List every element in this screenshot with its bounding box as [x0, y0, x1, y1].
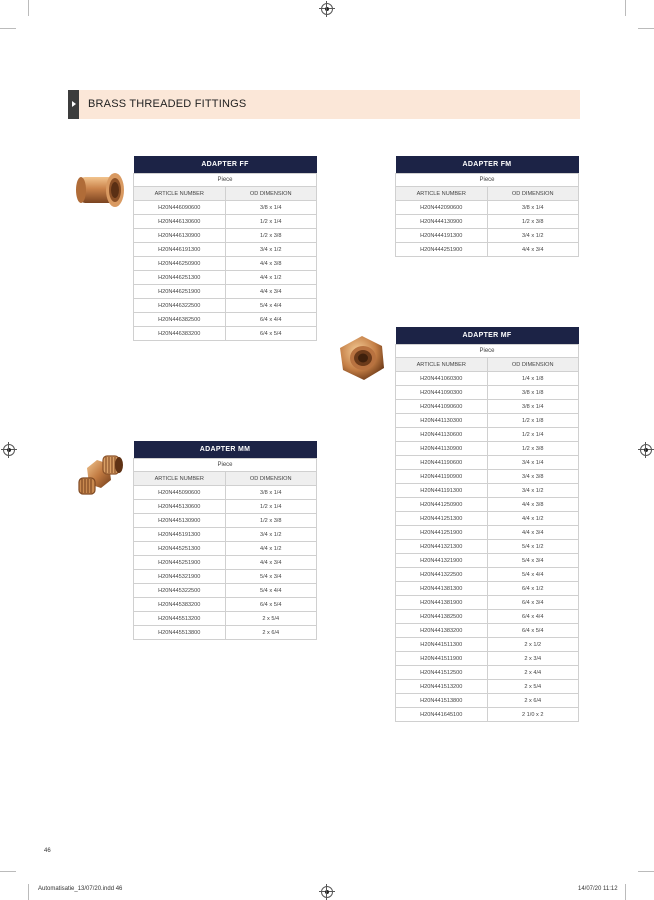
od-dimension-cell: 2 x 5/4 — [487, 680, 579, 694]
table-row — [134, 528, 317, 542]
table-title: ADAPTER MM — [134, 441, 317, 459]
od-dimension-cell: 2 x 6/4 — [487, 694, 579, 708]
table-row — [134, 285, 317, 299]
od-dimension-cell: 3/4 x 1/4 — [487, 456, 579, 470]
article-number-cell: H20N445130900 — [134, 514, 226, 528]
od-dimension-cell: 6/4 x 1/2 — [487, 582, 579, 596]
article-number-cell: H20N441250900 — [396, 498, 488, 512]
article-number-cell: H20N445130600 — [134, 500, 226, 514]
od-dimension-cell: 2 x 5/4 — [225, 612, 317, 626]
article-number-cell: H20N441513200 — [396, 680, 488, 694]
od-dimension-cell: 5/4 x 1/2 — [487, 540, 579, 554]
table-row — [396, 372, 579, 386]
article-number-cell: H20N441130600 — [396, 428, 488, 442]
od-dimension-cell: 2 x 3/4 — [487, 652, 579, 666]
od-dimension-cell: 5/4 x 4/4 — [487, 568, 579, 582]
od-dimension-cell: 2 x 1/2 — [487, 638, 579, 652]
table-row — [134, 570, 317, 584]
table-title: ADAPTER FM — [396, 156, 579, 174]
table-row — [396, 484, 579, 498]
od-dimension-cell: 3/8 x 1/4 — [487, 400, 579, 414]
table-row — [396, 229, 579, 243]
od-dimension-cell: 5/4 x 3/4 — [487, 554, 579, 568]
article-number-cell: H20N441645100 — [396, 708, 488, 722]
column-header: OD DIMENSION — [487, 187, 579, 201]
od-dimension-cell: 6/4 x 5/4 — [225, 598, 317, 612]
article-number-cell: H20N445090600 — [134, 486, 226, 500]
crop-mark — [638, 28, 654, 29]
table-row — [396, 638, 579, 652]
article-number-cell: H20N441251300 — [396, 512, 488, 526]
od-dimension-cell: 4/4 x 1/2 — [487, 512, 579, 526]
od-dimension-cell: 1/2 x 1/4 — [225, 215, 317, 229]
table-row — [396, 243, 579, 257]
adapter-fm-table — [395, 156, 579, 257]
article-number-cell: H20N446382500 — [134, 313, 226, 327]
footer-date: 14/07/20 11:12 — [578, 886, 618, 892]
footer-file: Automatisatie_13/07/20.indd 46 — [38, 886, 123, 892]
crop-mark — [638, 871, 654, 872]
od-dimension-cell: 5/4 x 3/4 — [225, 570, 317, 584]
article-number-cell: H20N441090300 — [396, 386, 488, 400]
od-dimension-cell: 3/8 x 1/4 — [225, 486, 317, 500]
registration-mark-icon — [3, 444, 15, 456]
article-number-cell: H20N446191300 — [134, 243, 226, 257]
od-dimension-cell: 5/4 x 4/4 — [225, 584, 317, 598]
table-row — [134, 215, 317, 229]
article-number-cell: H20N441322500 — [396, 568, 488, 582]
article-number-cell: H20N444191300 — [396, 229, 488, 243]
table-row — [134, 243, 317, 257]
page-number: 46 — [44, 848, 51, 854]
article-number-cell: H20N441090600 — [396, 400, 488, 414]
table-row — [396, 428, 579, 442]
table-row — [396, 652, 579, 666]
table-row — [396, 540, 579, 554]
crop-mark — [0, 871, 16, 872]
table-row — [134, 313, 317, 327]
table-row — [134, 598, 317, 612]
column-header: ARTICLE NUMBER — [134, 472, 226, 486]
crop-mark — [0, 28, 16, 29]
column-header: OD DIMENSION — [225, 472, 317, 486]
od-dimension-cell: 6/4 x 4/4 — [487, 610, 579, 624]
od-dimension-cell: 4/4 x 3/8 — [487, 498, 579, 512]
article-number-cell: H20N441130900 — [396, 442, 488, 456]
column-header: ARTICLE NUMBER — [134, 187, 226, 201]
article-number-cell: H20N441381300 — [396, 582, 488, 596]
adapter-mf-table — [395, 327, 579, 722]
table-row — [396, 215, 579, 229]
table-row — [396, 582, 579, 596]
article-number-cell: H20N445251900 — [134, 556, 226, 570]
table-row — [134, 556, 317, 570]
table-row — [134, 612, 317, 626]
od-dimension-cell: 6/4 x 5/4 — [487, 624, 579, 638]
od-dimension-cell: 1/2 x 3/8 — [487, 442, 579, 456]
article-number-cell: H20N446251300 — [134, 271, 226, 285]
od-dimension-cell: 1/2 x 3/8 — [225, 229, 317, 243]
article-number-cell: H20N441190900 — [396, 470, 488, 484]
od-dimension-cell: 4/4 x 3/4 — [225, 556, 317, 570]
adapter-mm-table — [133, 441, 317, 640]
table-row — [396, 470, 579, 484]
article-number-cell: H20N445322500 — [134, 584, 226, 598]
article-number-cell: H20N446250900 — [134, 257, 226, 271]
article-number-cell: H20N441513800 — [396, 694, 488, 708]
section-title: BRASS THREADED FITTINGS — [88, 98, 247, 110]
crop-mark — [625, 884, 626, 900]
od-dimension-cell: 6/4 x 3/4 — [487, 596, 579, 610]
od-dimension-cell: 3/8 x 1/4 — [487, 201, 579, 215]
table-title: ADAPTER FF — [134, 156, 317, 174]
table-row — [134, 299, 317, 313]
unit-label: Piece — [134, 174, 317, 187]
article-number-cell: H20N441381900 — [396, 596, 488, 610]
article-number-cell: H20N446130900 — [134, 229, 226, 243]
chevron-right-icon — [68, 90, 79, 119]
article-number-cell: H20N445513800 — [134, 626, 226, 640]
article-number-cell: H20N444130900 — [396, 215, 488, 229]
table-row — [396, 694, 579, 708]
od-dimension-cell: 3/8 x 1/4 — [225, 201, 317, 215]
article-number-cell: H20N445251300 — [134, 542, 226, 556]
article-number-cell: H20N441130300 — [396, 414, 488, 428]
column-header: ARTICLE NUMBER — [396, 187, 488, 201]
table-row — [134, 584, 317, 598]
article-number-cell: H20N446251900 — [134, 285, 226, 299]
adapter-mm-image — [73, 448, 129, 500]
article-number-cell: H20N441060300 — [396, 372, 488, 386]
article-number-cell: H20N441511300 — [396, 638, 488, 652]
registration-mark-icon — [640, 444, 652, 456]
article-number-cell: H20N441190600 — [396, 456, 488, 470]
unit-label: Piece — [134, 459, 317, 472]
article-number-cell: H20N441382500 — [396, 610, 488, 624]
crop-mark — [28, 884, 29, 900]
article-number-cell: H20N441321900 — [396, 554, 488, 568]
od-dimension-cell: 3/4 x 1/2 — [487, 229, 579, 243]
table-row — [396, 680, 579, 694]
od-dimension-cell: 4/4 x 3/4 — [487, 243, 579, 257]
od-dimension-cell: 6/4 x 5/4 — [225, 327, 317, 341]
table-title: ADAPTER MF — [396, 327, 579, 345]
od-dimension-cell: 3/4 x 1/2 — [225, 528, 317, 542]
adapter-ff-image — [72, 165, 128, 215]
table-row — [134, 486, 317, 500]
article-number-cell: H20N444251900 — [396, 243, 488, 257]
article-number-cell: H20N445513200 — [134, 612, 226, 626]
table-row — [396, 596, 579, 610]
article-number-cell: H20N445321900 — [134, 570, 226, 584]
column-header: OD DIMENSION — [225, 187, 317, 201]
od-dimension-cell: 1/2 x 3/8 — [225, 514, 317, 528]
table-row — [396, 568, 579, 582]
od-dimension-cell: 3/4 x 1/2 — [225, 243, 317, 257]
table-row — [396, 498, 579, 512]
article-number-cell: H20N442090600 — [396, 201, 488, 215]
od-dimension-cell: 5/4 x 4/4 — [225, 299, 317, 313]
table-row — [134, 327, 317, 341]
table-row — [396, 554, 579, 568]
od-dimension-cell: 3/4 x 1/2 — [487, 484, 579, 498]
od-dimension-cell: 4/4 x 3/4 — [487, 526, 579, 540]
od-dimension-cell: 3/4 x 3/8 — [487, 470, 579, 484]
adapter-ff-table — [133, 156, 317, 341]
table-row — [396, 414, 579, 428]
od-dimension-cell: 6/4 x 4/4 — [225, 313, 317, 327]
crop-mark — [28, 0, 29, 16]
crop-mark — [625, 0, 626, 16]
article-number-cell: H20N441511900 — [396, 652, 488, 666]
table-row — [396, 456, 579, 470]
table-row — [396, 526, 579, 540]
column-header: OD DIMENSION — [487, 358, 579, 372]
od-dimension-cell: 4/4 x 3/8 — [225, 257, 317, 271]
unit-label: Piece — [396, 345, 579, 358]
article-number-cell: H20N441512500 — [396, 666, 488, 680]
table-row — [134, 201, 317, 215]
od-dimension-cell: 4/4 x 1/2 — [225, 542, 317, 556]
od-dimension-cell: 2 x 4/4 — [487, 666, 579, 680]
od-dimension-cell: 1/2 x 1/4 — [487, 428, 579, 442]
article-number-cell: H20N441191300 — [396, 484, 488, 498]
table-row — [396, 610, 579, 624]
unit-label: Piece — [396, 174, 579, 187]
od-dimension-cell: 4/4 x 1/2 — [225, 271, 317, 285]
table-row — [396, 512, 579, 526]
table-row — [396, 400, 579, 414]
registration-mark-icon — [321, 886, 333, 898]
article-number-cell: H20N445383200 — [134, 598, 226, 612]
registration-mark-icon — [321, 3, 333, 15]
table-row — [134, 626, 317, 640]
table-row — [396, 624, 579, 638]
table-row — [396, 666, 579, 680]
article-number-cell: H20N441383200 — [396, 624, 488, 638]
section-header — [68, 90, 580, 119]
column-header: ARTICLE NUMBER — [396, 358, 488, 372]
table-row — [396, 201, 579, 215]
table-row — [396, 442, 579, 456]
article-number-cell: H20N446383200 — [134, 327, 226, 341]
od-dimension-cell: 4/4 x 3/4 — [225, 285, 317, 299]
od-dimension-cell: 2 x 6/4 — [225, 626, 317, 640]
table-row — [396, 386, 579, 400]
od-dimension-cell: 1/4 x 1/8 — [487, 372, 579, 386]
od-dimension-cell: 1/2 x 1/8 — [487, 414, 579, 428]
article-number-cell: H20N446090600 — [134, 201, 226, 215]
table-row — [134, 542, 317, 556]
adapter-mf-image — [334, 332, 390, 384]
article-number-cell: H20N441251900 — [396, 526, 488, 540]
table-row — [134, 514, 317, 528]
od-dimension-cell: 1/2 x 3/8 — [487, 215, 579, 229]
article-number-cell: H20N446322500 — [134, 299, 226, 313]
table-row — [134, 271, 317, 285]
od-dimension-cell: 3/8 x 1/8 — [487, 386, 579, 400]
article-number-cell: H20N445191300 — [134, 528, 226, 542]
table-row — [134, 500, 317, 514]
od-dimension-cell: 2 1/0 x 2 — [487, 708, 579, 722]
article-number-cell: H20N441321300 — [396, 540, 488, 554]
table-row — [134, 229, 317, 243]
table-row — [134, 257, 317, 271]
table-row — [396, 708, 579, 722]
article-number-cell: H20N446130600 — [134, 215, 226, 229]
od-dimension-cell: 1/2 x 1/4 — [225, 500, 317, 514]
